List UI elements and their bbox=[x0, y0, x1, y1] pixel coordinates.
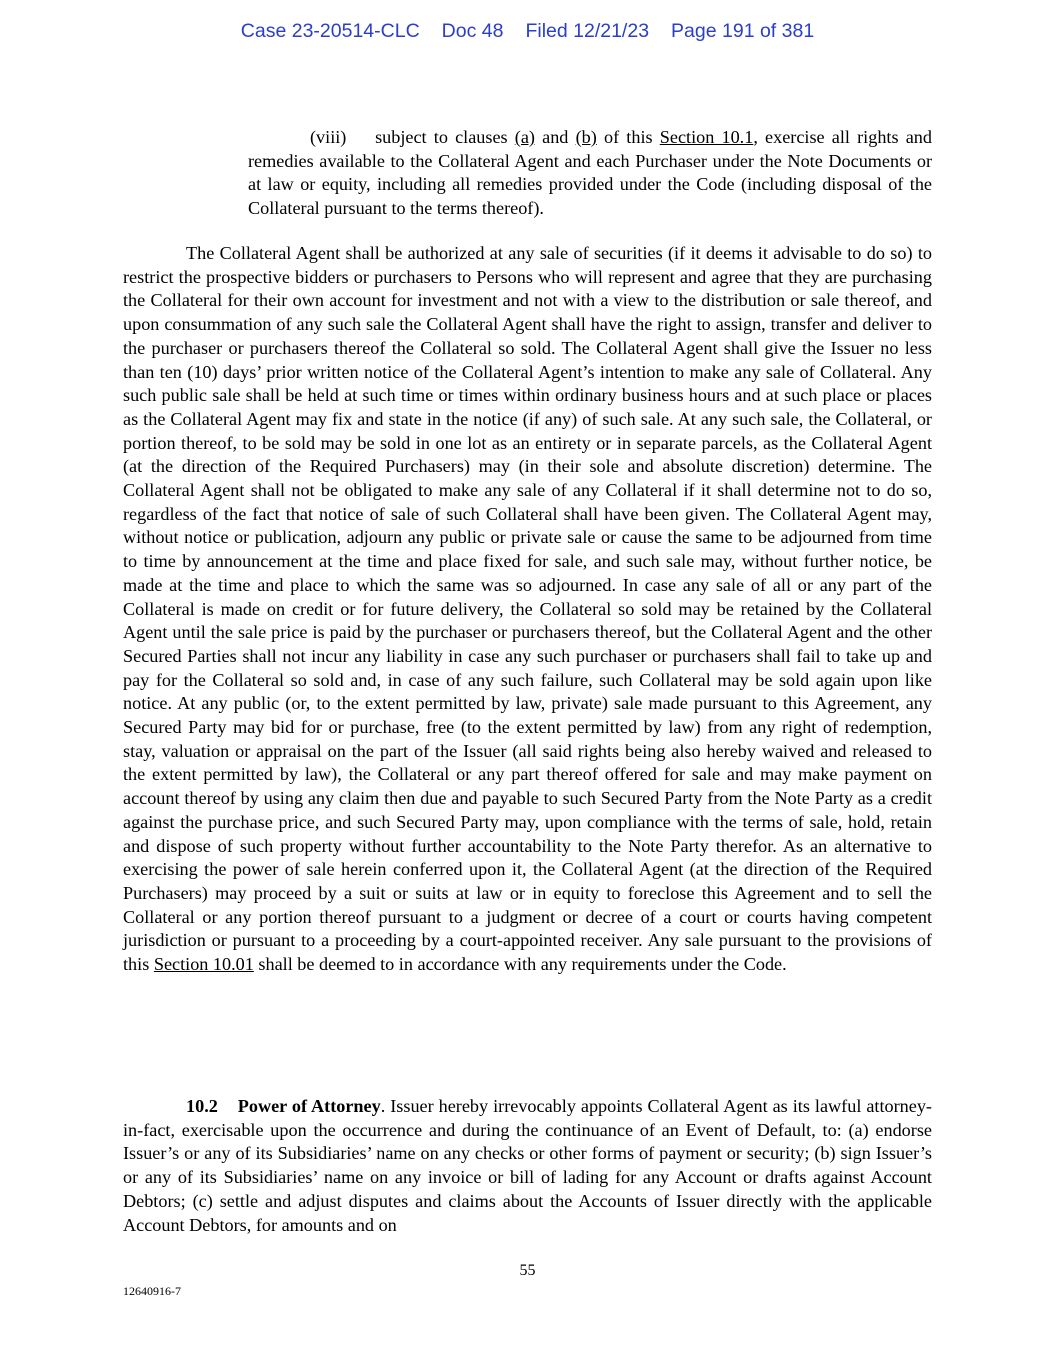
section-number: 10.2 bbox=[186, 1096, 218, 1116]
document-id: 12640916-7 bbox=[123, 1284, 181, 1298]
page-of-total: Page 191 of 381 bbox=[671, 20, 815, 42]
clause-ref-b: (b) bbox=[575, 127, 597, 147]
sale-of-securities-paragraph bbox=[123, 242, 932, 977]
clause-number: (viii) bbox=[310, 127, 347, 147]
clause-ref-a: (a) bbox=[514, 127, 535, 147]
paragraph-text: . Issuer hereby irrevocably appoints Collateral Agent as its lawful attorney-in-fact, exercisable upon the occurrence and during the continuance of an Event of Default, to: (a) endorse Issuer’s or any of its Subsidiaries’ name on any checks or other forms of payment or security; (b) sign Issuer’s or any of its Subsidiaries’ name on any invoice or bill of lading for any Account or drafts against Account Debtors; (c) settle and adjust disputes and claims about the Accounts of Issuer directly with the applicable Account Debtors, for amounts and on bbox=[123, 1096, 932, 1235]
section-reference: Section 10.01 bbox=[153, 954, 254, 975]
clause-viii-paragraph bbox=[248, 126, 932, 221]
clause-text: of this bbox=[596, 127, 660, 147]
court-filing-header bbox=[0, 20, 1055, 43]
clause-text: , exercise all rights and remedies available to the Collateral Agent and each Purchaser under the Note Documents or at law or equity, including all remedies provided under the Code (including disposal of the Collateral pursuant to the terms thereof). bbox=[248, 127, 932, 219]
page-number: 55 bbox=[519, 1262, 536, 1279]
filed-date: Filed 12/21/23 bbox=[525, 20, 650, 42]
paragraph-text: The Collateral Agent shall be authorized at any sale of securities (if it deems it advisable to do so) to restrict the prospective bidders or purchasers to Persons who will represent and agree that they are purchasing the Collateral for their own account for investment and not with a view to the distribution or sale thereof, and upon consummation of any such sale the Collateral Agent shall have the right to assign, transfer and deliver to the purchaser or purchasers thereof the Collateral so sold. The Collateral Agent shall give the Issuer no less than ten (10) days’ prior written notice of the Collateral Agent’s intention to make any sale of Collateral. Any such public sale shall be held at such time or times within ordinary business hours and at such place or places as the Collateral Agent may fix and state in the notice (if any) of such sale. At any such sale, the Collateral, or portion thereof, to be sold may be sold in one lot as an entirety or in separate parcels, as the Collateral Agent (at the direction of the Required Purchasers) may (in their sole and absolute discretion) determine. The Collateral Agent shall not be obligated to make any sale of any Collateral if it shall determine not to do so, regardless of the fact that notice of sale of such Collateral shall have been given. The Collateral Agent may, without notice or publication, adjourn any public or private sale or cause the same to be adjourned from time to time by announcement at the time and place fixed for sale, and such sale may, without further notice, be made at the time and place to which the same was so adjourned. In case any sale of all or any part of the Collateral is made on credit or for future delivery, the Collateral so sold may be retained by the Collateral Agent until the sale price is paid by the purchaser or purchasers thereof, but the Collateral Agent and the other Secured Parties shall not incur any liability in case any such purchaser or purchasers shall fail to take up and pay for the Collateral so sold and, in case of any such failure, such Collateral may be sold again upon like notice. At any public (or, to the extent permitted by law, private) sale made pursuant to this Agreement, any Secured Party may bid for or purchase, free (to the extent permitted by law) from any right of redemption, stay, valuation or appraisal on the part of the Issuer (all said rights being also hereby waived and released to the extent permitted by law), the Collateral or any part thereof offered for sale and may make payment on account thereof by using any claim then due and payable to such Secured Party from the Note Party as a credit against the purchase price, and such Secured Party may, upon compliance with the terms of sale, hold, retain and dispose of such property without further accountability to the Note Party therefor. As an alternative to exercising the power of sale herein conferred upon it, the Collateral Agent (at the direction of the Required Purchasers) may proceed by a suit or suits at law or in equity to foreclose this Agreement and to sell the Collateral or any portion thereof pursuant to a judgment or decree of a court or courts having competent jurisdiction or pursuant to a proceeding by a court-appointed receiver. Any sale pursuant to the provisions of this bbox=[123, 243, 932, 975]
doc-number: Doc 48 bbox=[441, 20, 504, 42]
section-reference: Section 10.1 bbox=[659, 127, 754, 147]
power-of-attorney-paragraph bbox=[123, 1095, 932, 1237]
section-heading: Power of Attorney bbox=[237, 1096, 381, 1116]
case-number: Case 23-20514-CLC bbox=[240, 20, 420, 42]
paragraph-text-tail: shall be deemed to in accordance with any requirements under the Code. bbox=[253, 954, 787, 975]
clause-text: and bbox=[534, 127, 576, 147]
clause-text: subject to clauses bbox=[375, 127, 515, 147]
